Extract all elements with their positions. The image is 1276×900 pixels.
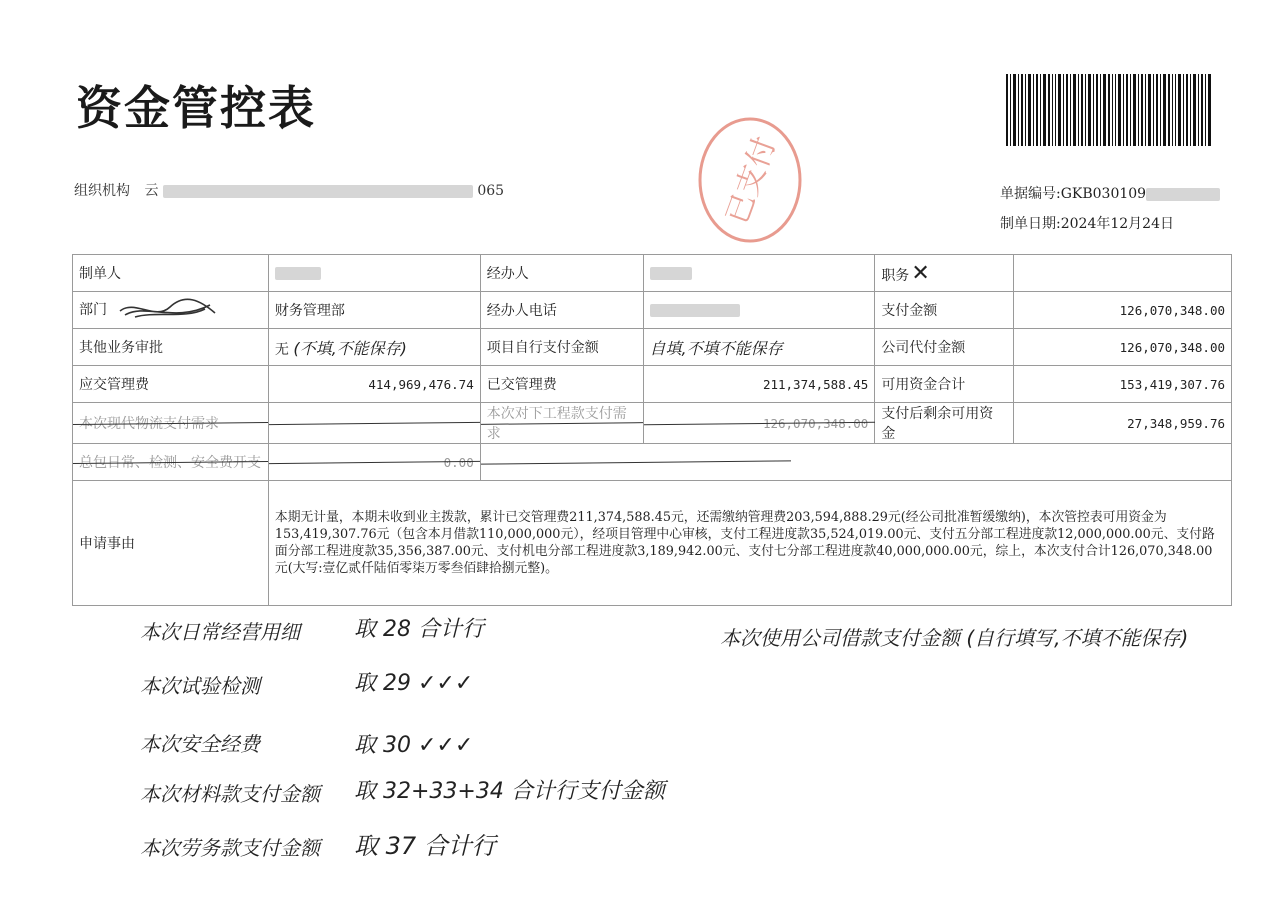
cell-value — [643, 292, 875, 329]
cell-amount: 27,348,959.76 — [1014, 403, 1232, 444]
cell-amount: 126,070,348.00 — [1014, 329, 1232, 366]
handwritten-note-1-left: 本次日常经营用细 — [140, 620, 300, 644]
handwritten-note-5-right: 取 37 合计行 — [354, 832, 496, 860]
cell-label-struck — [480, 403, 643, 444]
cell-label: 制单人 — [73, 255, 269, 292]
cell-label-struck — [73, 403, 269, 444]
cell-label: 应交管理费 — [73, 366, 269, 403]
struck-amount: 126,070,348.00 — [762, 415, 869, 431]
struck-label: 本次现代物流支付需求 — [79, 416, 219, 432]
cell-label-struck — [73, 444, 269, 481]
struck-label: 总包日常、检测、安全费开支 — [79, 455, 261, 471]
cell-value — [268, 329, 480, 366]
cross-mark: ✕ — [911, 260, 930, 286]
cell-value — [268, 255, 480, 292]
cell-label: 项目自行支付金额 — [480, 329, 643, 366]
cell-value — [268, 403, 480, 444]
struck-label: 本次对下工程款支付需求 — [486, 406, 627, 442]
redacted-preparer — [275, 267, 321, 280]
redacted-phone — [650, 304, 740, 317]
table-row — [73, 292, 1232, 329]
cell-amount: 153,419,307.76 — [1014, 366, 1232, 403]
date-label: 制单日期: — [1000, 216, 1061, 232]
cell-amount-struck — [643, 403, 875, 444]
handwritten-note-4-left: 本次材料款支付金额 — [140, 782, 320, 806]
handwritten-note-3-right: 取 30 ✓✓✓ — [354, 733, 474, 758]
document-title: 资金管控表 — [76, 81, 316, 135]
cell-value — [1014, 255, 1232, 292]
handwritten-note-2-left: 本次试验检测 — [140, 674, 260, 698]
document-number — [1000, 183, 1220, 203]
cell-amount-struck — [268, 444, 480, 481]
org-value-start: 云 — [144, 183, 159, 199]
cell-label: 支付后剩余可用资金 — [875, 403, 1014, 444]
cell-label — [73, 292, 269, 329]
cell-empty — [480, 444, 1231, 481]
scribble-mark — [115, 297, 225, 323]
fund-control-table — [72, 254, 1232, 606]
redacted-org-name — [163, 185, 473, 198]
table-row — [73, 403, 1232, 444]
handwritten-note-4-right: 取 32+33+34 合计行支付金额 — [354, 779, 665, 804]
cell-value — [643, 329, 875, 366]
paid-stamp — [696, 115, 804, 245]
reason-text: 本期无计量，本期未收到业主拨款，累计已交管理费211,374,588.45元，还需缴纳管理费203,594,888.29元(经公司批准暂缓缴纳)，本次管控表可用资金为153,419,307.76元（包含本月借款110,000,000元），经项目管理中心审核，支付工程进度款35,524,019.00元、支付五分部工程进度款12,000,000.00元、支付路面分部工程进度款35,356,387.00元、支付机电分部工程进度款3,189,942.00元、支付七分部工程进度款40,000,000.00元，综上，本次支付合计126,070,348.00元(大写:壹亿贰仟陆佰零柒万零叁佰肆拾捌元整)。 — [274, 510, 1215, 576]
doc-no-value: GKB030109 — [1060, 186, 1147, 202]
handwritten-side-note: 本次使用公司借款支付金额 (自行填写,不填不能保存) — [720, 626, 1189, 650]
handwritten-note-1-right: 取 28 合计行 — [354, 617, 484, 642]
org-label: 组织机构 — [74, 183, 130, 199]
cell-label — [875, 255, 1014, 292]
position-label: 职务 — [881, 267, 910, 284]
strike-line — [481, 422, 643, 425]
struck-amount: 0.00 — [443, 454, 474, 470]
cell-amount: 126,070,348.00 — [1014, 292, 1232, 329]
strike-line — [269, 422, 480, 425]
cell-label: 申请事由 — [73, 481, 269, 606]
svg-text:已支付: 已支付 — [719, 132, 784, 229]
handwritten-note: (不填,不能保存) — [293, 338, 407, 358]
handwritten-note-2-right: 取 29 ✓✓✓ — [354, 671, 474, 696]
cell-label: 经办人电话 — [480, 292, 643, 329]
cell-label: 支付金额 — [875, 292, 1014, 329]
redacted-doc-no — [1146, 188, 1220, 201]
cell-label: 可用资金合计 — [875, 366, 1014, 403]
handwritten-note-5-left: 本次劳务款支付金额 — [140, 836, 320, 860]
doc-no-label: 单据编号: — [1000, 186, 1061, 202]
org-value-end: 065 — [477, 183, 505, 199]
cell-value: 财务管理部 — [268, 292, 480, 329]
cell-value — [643, 255, 875, 292]
table-row — [73, 444, 1232, 481]
strike-line — [481, 460, 791, 464]
table-row — [73, 366, 1232, 403]
barcode-image — [1006, 74, 1212, 146]
cell-amount: 414,969,476.74 — [268, 366, 480, 403]
cell-label: 公司代付金额 — [875, 329, 1014, 366]
org-line — [74, 180, 504, 200]
table-row — [73, 481, 1232, 606]
cell-amount: 211,374,588.45 — [643, 366, 875, 403]
cell-label: 其他业务审批 — [73, 329, 269, 366]
handwritten-note-3-left: 本次安全经费 — [140, 732, 260, 756]
table-row — [73, 329, 1232, 366]
table-row — [73, 255, 1232, 292]
cell-label: 经办人 — [480, 255, 643, 292]
cell-label: 已交管理费 — [480, 366, 643, 403]
document-date — [1000, 213, 1174, 233]
application-reason — [268, 481, 1231, 606]
dept-label: 部门 — [79, 302, 107, 318]
redacted-handler — [650, 267, 692, 280]
handwritten-note: 自填,不填不能保存 — [649, 338, 783, 358]
approval-value: 无 — [274, 341, 289, 358]
date-value: 2024年12月24日 — [1060, 216, 1174, 232]
